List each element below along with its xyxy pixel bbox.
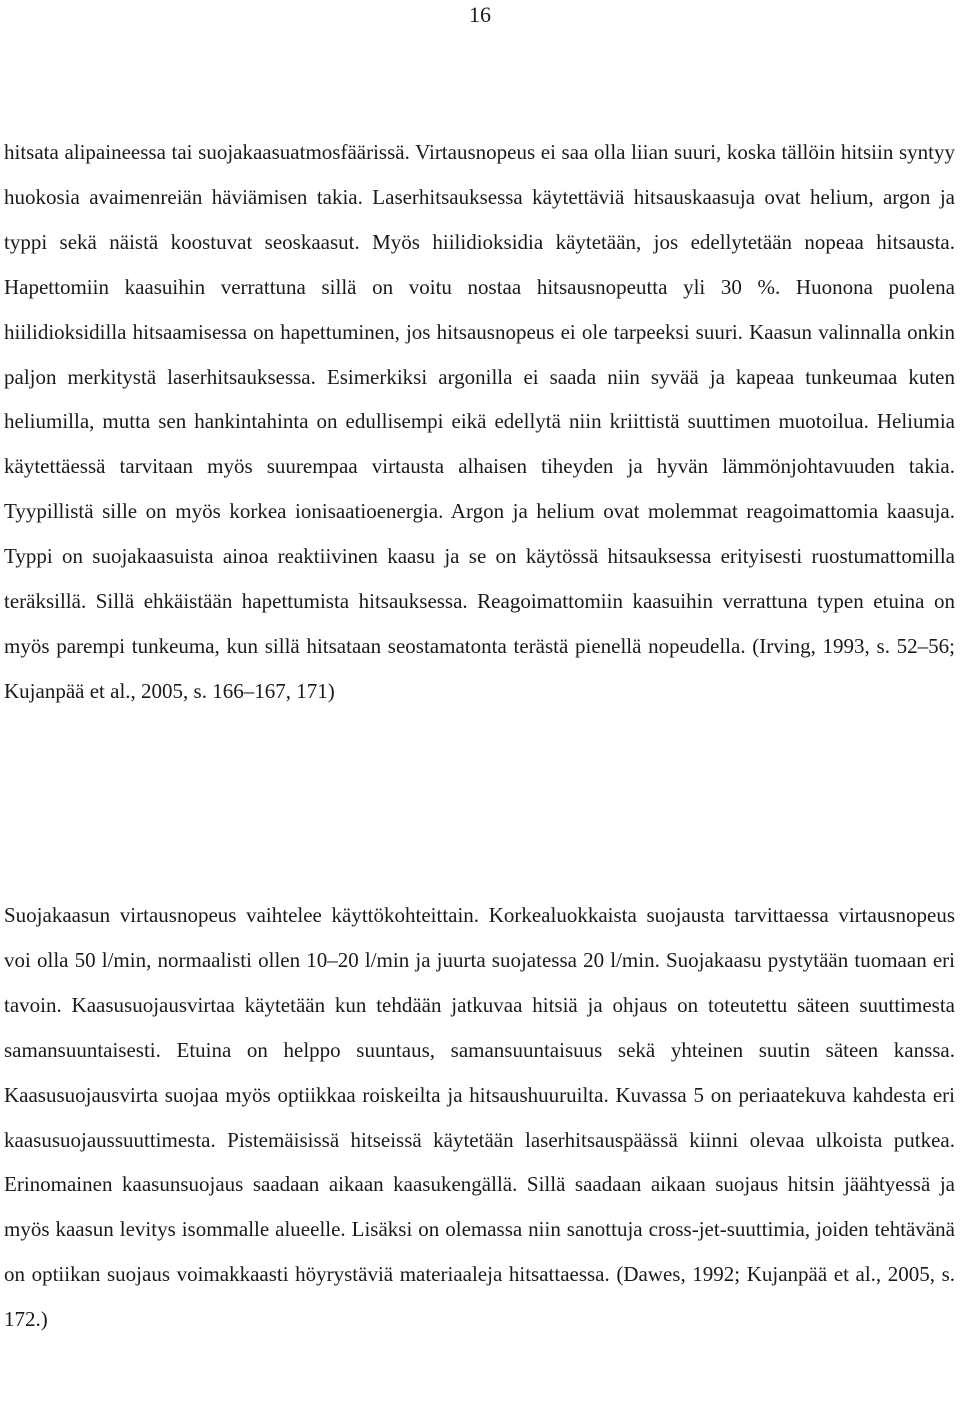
body-paragraph-1: hitsata alipaineessa tai suojakaasuatmosfäärissä. Virtausnopeus ei saa olla liian suuri, koska tällöin hitsiin syntyy huokosia avaimenreiän häviämisen takia. Laserhitsauksessa käytettäviä hitsauskaasuja ovat helium, argon ja typpi sekä näistä koostuvat seoskaasut. Myös hiilidioksidia käytetään, jos edellytetään nopeaa hitsausta. Hapettomiin kaasuihin verrattuna sillä on voitu nostaa hitsausnopeutta yli 30 %. Huonona puolena hiilidioksidilla hitsaamisessa on hapettuminen, jos hitsausnopeus ei ole tarpeeksi suuri. Kaasun valinnalla onkin paljon merkitystä laserhitsauksessa. Esimerkiksi argonilla ei saada niin syvää ja kapeaa tunkeumaa kuten heliumilla, mutta sen hankintahinta on edullisempi eikä edellytä niin kriittistä suuttimen muotoilua. Heliumia käytettäessä tarvitaan myös suurempaa virtausta alhaisen tiheyden ja hyvän lämmönjohtavuuden takia. Tyypillistä sille on myös korkea ionisaatioenergia. Argon ja helium ovat molemmat reagoimattomia kaasuja. Typpi on suojakaasuista ainoa reaktiivinen kaasu ja se on käytössä hitsauksessa erityisesti ruostumattomilla teräksillä. Sillä ehkäistään hapettumista hitsauksessa. Reagoimattomiin kaasuihin verrattuna typen etuina on myös parempi tunkeuma, kun sillä hitsataan seostamatonta terästä pienellä nopeudella. (Irving, 1993, s. 52–56; Kujanpää et al., 2005, s. 166–167, 171): [4, 140, 955, 703]
page-number: 16: [469, 2, 491, 27]
body-paragraph-2: Suojakaasun virtausnopeus vaihtelee käyttökohteittain. Korkealuokkaista suojausta tarvittaessa virtausnopeus voi olla 50 l/min, normaalisti ollen 10–20 l/min ja juurta suojatessa 20 l/min. Suojakaasu pystytään tuomaan eri tavoin. Kaasusuojausvirtaa käytetään kun tehdään jatkuvaa hitsiä ja ohjaus on toteutettu säteen suuttimesta samansuuntaisesti. Etuina on helppo suuntaus, samansuuntaisuus sekä yhteinen suutin säteen kanssa. Kaasusuojausvirta suojaa myös optiikkaa roiskeilta ja hitsaushuuruilta. Kuvassa 5 on periaatekuva kahdesta eri kaasusuojaussuuttimesta. Pistemäisissä hitseissä käytetään laserhitsauspäässä kiinni olevaa ulkoista putkea. Erinomainen kaasunsuojaus saadaan aikaan kaasukengällä. Sillä saadaan aikaan suojaus hitsin jäähtyessä ja myös kaasun levitys isommalle alueelle. Lisäksi on olemassa niin sanottuja cross-jet-suuttimia, joiden tehtävänä on optiikan suojaus voimakkaasti höyrystäviä materiaaleja hitsattaessa. (Dawes, 1992; Kujanpää et al., 2005, s. 172.): [4, 903, 955, 1332]
